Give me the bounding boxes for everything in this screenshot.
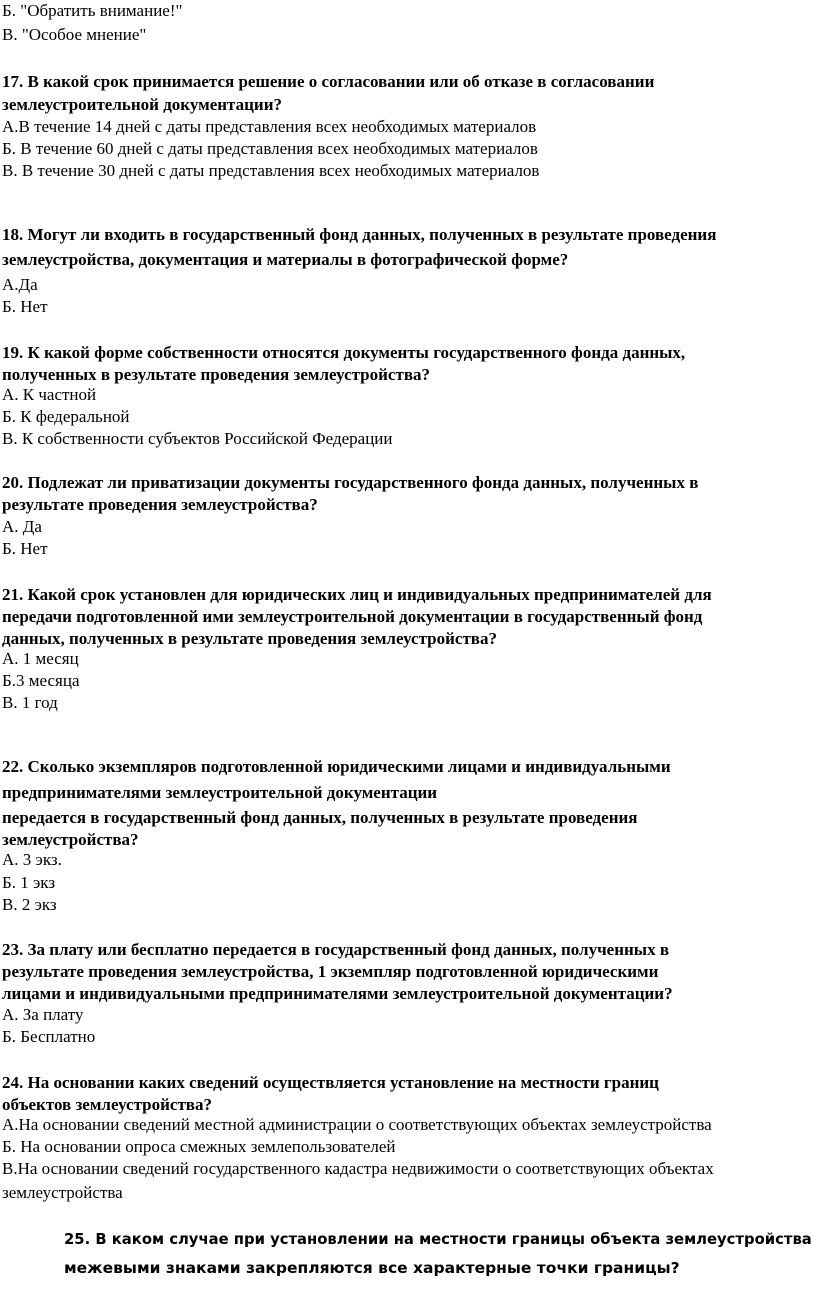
question-19-line: 19. К какой форме собственности относятся документы государственного фонда данных, xyxy=(2,343,686,362)
answer-line: Б. 1 экз xyxy=(2,873,56,892)
question-23-line: результате проведения землеустройства, 1 экземпляр подготовленной юридическими xyxy=(2,962,659,981)
answer-line: А. Да xyxy=(2,517,42,536)
answer-line: В. "Особое мнение" xyxy=(2,25,147,44)
answer-line: землеустройства xyxy=(2,1183,123,1202)
question-17-line: землеустроительной документации? xyxy=(2,95,283,114)
question-22-line: землеустройства? xyxy=(2,830,139,849)
question-19-line: полученных в результате проведения землеустройства? xyxy=(2,365,431,384)
answer-line: А. 3 экз. xyxy=(2,850,62,869)
answer-line: А.Да xyxy=(2,275,38,294)
answer-line: В. 2 экз xyxy=(2,895,57,914)
question-21-line: данных, полученных в результате проведения землеустройства? xyxy=(2,629,497,648)
question-20-line: результате проведения землеустройства? xyxy=(2,495,318,514)
question-25-line: межевыми знаками закрепляются все характерные точки границы? xyxy=(64,1259,680,1277)
answer-line: Б. К федеральной xyxy=(2,407,130,426)
answer-line: Б. На основании опроса смежных землепользователей xyxy=(2,1137,396,1156)
question-23-line: 23. За плату или бесплатно передается в государственный фонд данных, полученных в xyxy=(2,940,670,959)
question-21-line: 21. Какой срок установлен для юридических лиц и индивидуальных предпринимателей для xyxy=(2,585,712,604)
answer-line: Б. Нет xyxy=(2,539,48,558)
answer-line: А. 1 месяц xyxy=(2,649,79,668)
answer-line: Б. "Обратить внимание!" xyxy=(2,1,183,20)
answer-line: Б. Нет xyxy=(2,297,48,316)
question-20-line: 20. Подлежат ли приватизации документы государственного фонда данных, полученных в xyxy=(2,473,699,492)
question-24-line: объектов землеустройства? xyxy=(2,1095,212,1114)
question-18-line: землеустройства, документация и материалы в фотографической форме? xyxy=(2,250,569,269)
question-25-line: 25. В каком случае при установлении на местности границы объекта землеустройства xyxy=(64,1230,812,1248)
question-22-line: 22. Сколько экземпляров подготовленной юридическими лицами и индивидуальными xyxy=(2,757,671,776)
question-24-line: 24. На основании каких сведений осуществляется установление на местности границ xyxy=(2,1073,659,1092)
answer-line: Б. Бесплатно xyxy=(2,1027,96,1046)
answer-line: Б.3 месяца xyxy=(2,671,80,690)
answer-line: А.На основании сведений местной администрации о соответствующих объектах землеустройства xyxy=(2,1115,712,1134)
question-22-line: передается в государственный фонд данных, полученных в результате проведения xyxy=(2,808,638,827)
answer-line: В. 1 год xyxy=(2,693,58,712)
question-21-line: передачи подготовленной ими землеустроительной документации в государственный фонд xyxy=(2,607,703,626)
answer-line: Б. В течение 60 дней с даты представления всех необходимых материалов xyxy=(2,139,538,158)
question-22-line: предпринимателями землеустроительной документации xyxy=(2,783,438,802)
answer-line: А. За плату xyxy=(2,1005,84,1024)
answer-line: А. К частной xyxy=(2,385,97,404)
answer-line: В. В течение 30 дней с даты представления всех необходимых материалов xyxy=(2,161,540,180)
question-18-line: 18. Могут ли входить в государственный фонд данных, полученных в результате проведения xyxy=(2,225,717,244)
question-17-line: 17. В какой срок принимается решение о согласовании или об отказе в согласовании xyxy=(2,72,655,91)
answer-line: В. К собственности субъектов Российской Федерации xyxy=(2,429,393,448)
question-23-line: лицами и индивидуальными предпринимателями землеустроительной документации? xyxy=(2,984,673,1003)
answer-line: В.На основании сведений государственного кадастра недвижимости о соответствующих объектах xyxy=(2,1159,714,1178)
answer-line: А.В течение 14 дней с даты представления всех необходимых материалов xyxy=(2,117,537,136)
